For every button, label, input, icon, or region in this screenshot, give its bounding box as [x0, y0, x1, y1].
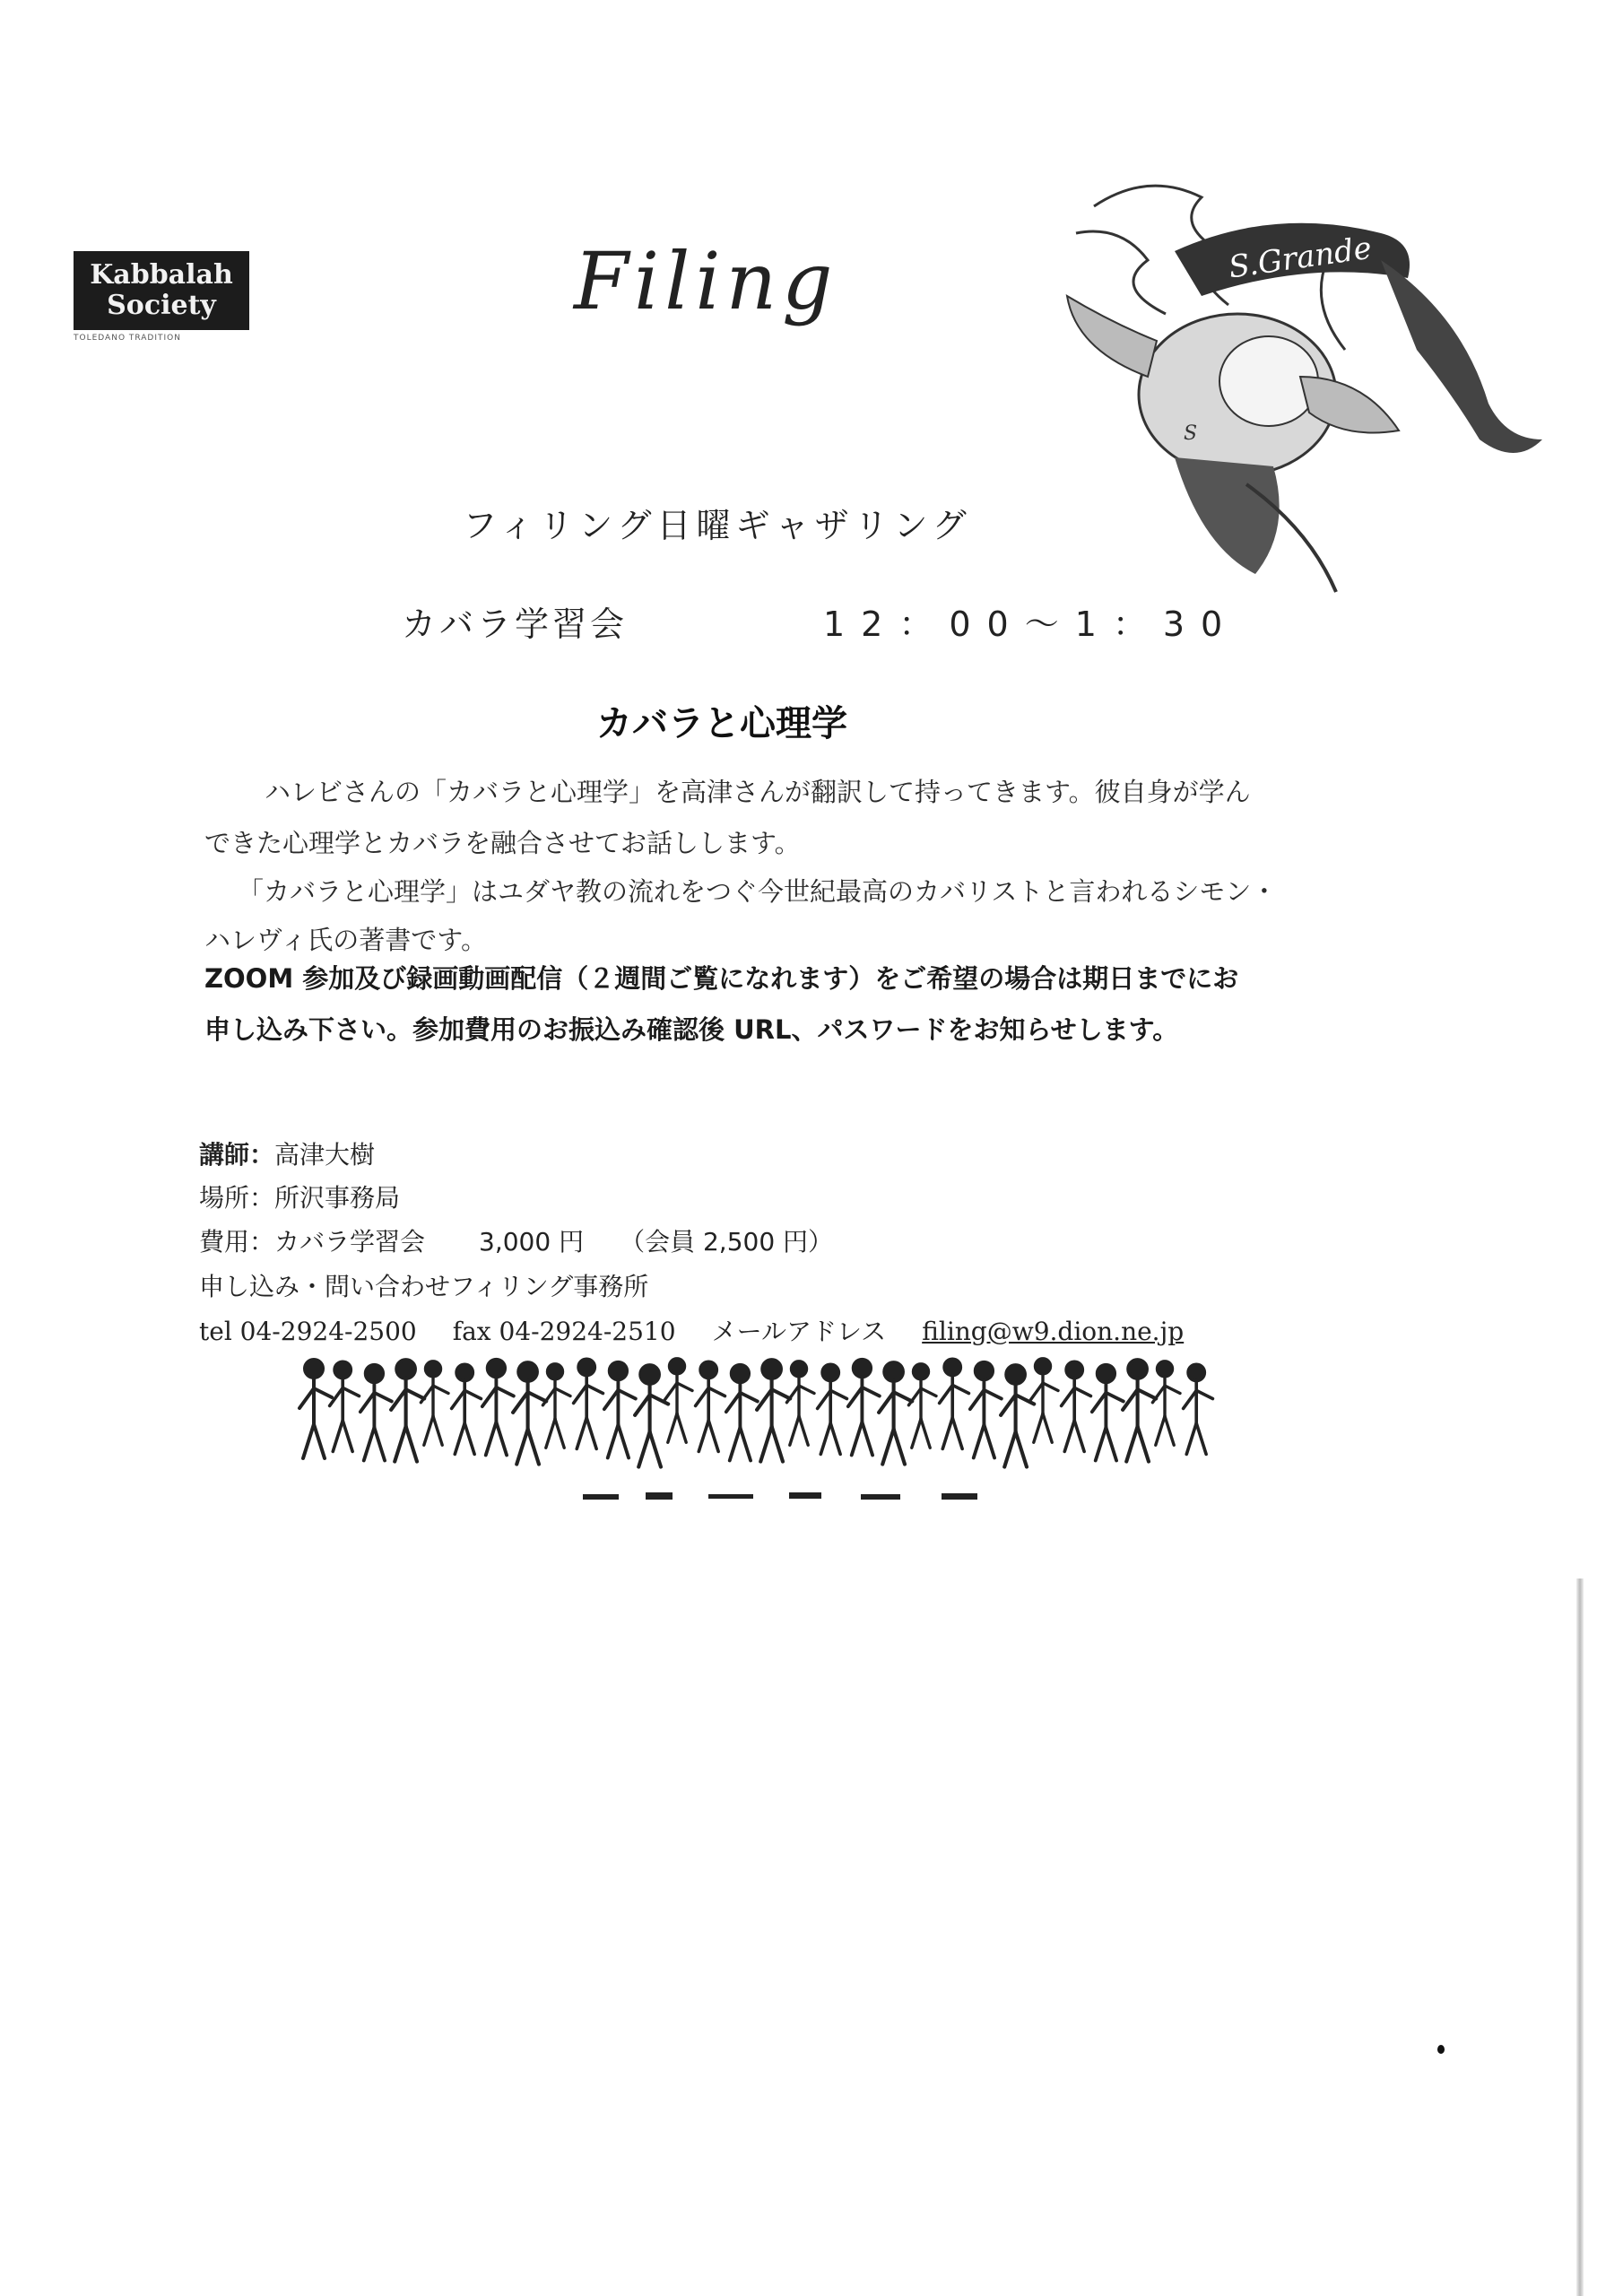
- dancer-figure: [848, 1360, 880, 1456]
- dancer-figure: [726, 1365, 758, 1461]
- lecture-title: カバラと心理学: [596, 703, 847, 744]
- dancer-figure: [970, 1362, 1002, 1458]
- dancer-figure: [421, 1361, 448, 1446]
- dancer-figure: [1001, 1365, 1034, 1466]
- lecturer-label: 講師：: [199, 1140, 275, 1170]
- dancer-figure: [542, 1364, 570, 1448]
- scan-page-edge: [1576, 1578, 1584, 2296]
- dancer-figure: [908, 1364, 936, 1448]
- dancer-figure: [1152, 1361, 1180, 1446]
- dancer-figure: [391, 1360, 424, 1461]
- paragraph-2-line-2: ハレヴィ氏の著書です。: [204, 925, 487, 955]
- logo-line-1: Kabbalah: [90, 259, 233, 291]
- logo-line-2: Society: [107, 290, 216, 321]
- lecturer-value: 高津大樹: [274, 1140, 376, 1170]
- dancer-figure: [879, 1362, 912, 1464]
- dancer-figure: [513, 1362, 546, 1464]
- lecturer-row: [199, 1135, 375, 1176]
- dancer-figure: [330, 1361, 360, 1451]
- dancer-figure: [482, 1360, 514, 1456]
- kabbalah-society-logo: [74, 251, 249, 330]
- dancer-figure: [452, 1364, 482, 1454]
- fee-label: 費用：: [199, 1227, 275, 1257]
- course-time: 12：00～1：30: [823, 604, 1239, 644]
- zoom-notice-line-1: ZOOM 参加及び録画動画配信（２週間ご覧になれます）をご希望の場合は期日までにお: [204, 963, 1239, 994]
- dancer-figure: [635, 1365, 668, 1466]
- email-link[interactable]: filing@w9.dion.ne.jp: [922, 1317, 1185, 1346]
- venue-row: [199, 1178, 400, 1219]
- fee-item: カバラ学習会: [274, 1227, 426, 1257]
- course-name: カバラ学習会: [402, 604, 629, 644]
- dancer-figure: [1092, 1365, 1124, 1461]
- dancer-figure: [757, 1360, 790, 1461]
- dancer-figure: [299, 1360, 332, 1458]
- dancer-figure: [360, 1365, 392, 1461]
- tel-number: tel 04-2924-2500: [199, 1317, 417, 1346]
- zoom-notice-line-2: 申し込み下さい。参加費用のお振込み確認後 URL、パスワードをお知らせします。: [204, 1014, 1179, 1045]
- contact-details-row: [199, 1311, 1184, 1352]
- fax-number: fax 04-2924-2510: [452, 1317, 676, 1346]
- filing-logo: Filing: [574, 235, 838, 327]
- logo-tagline: TOLEDANO TRADITION: [74, 334, 181, 343]
- gathering-title: フィリング日曜ギャザリング: [463, 506, 972, 545]
- fee-amount: 3,000 円: [479, 1227, 585, 1257]
- venue-label: 場所：: [199, 1183, 275, 1213]
- dancer-figure: [1184, 1364, 1213, 1454]
- dancer-figure: [818, 1364, 847, 1454]
- venue-value: 所沢事務局: [274, 1183, 401, 1213]
- email-label: メールアドレス: [711, 1317, 887, 1346]
- dancer-figure: [1030, 1359, 1058, 1443]
- scan-speck: [1437, 2045, 1445, 2054]
- dancer-figure: [1062, 1361, 1091, 1451]
- contact-office: 申し込み・問い合わせフィリング事務所: [199, 1272, 649, 1301]
- fee-member: （会員 2,500 円）: [620, 1227, 834, 1257]
- svg-text:S: S: [1184, 422, 1198, 445]
- dancer-figure: [940, 1359, 969, 1448]
- dancer-figure: [786, 1361, 814, 1446]
- dancer-figure: [604, 1362, 636, 1458]
- dancer-figure: [574, 1359, 603, 1448]
- emblem-banner-text: S.Grande: [1226, 230, 1375, 286]
- paragraph-1-line-2: できた心理学とカバラを融合させてお話しします。: [204, 828, 801, 858]
- paragraph-2-line-1: 「カバラと心理学」はユダヤ教の流れをつぐ今世紀最高のカバリストと言われるシモン・: [238, 876, 1278, 907]
- dancer-figure: [1123, 1360, 1156, 1461]
- dancer-figure: [664, 1359, 692, 1443]
- dancer-figure: [696, 1361, 725, 1451]
- cut-off-text-fragment: [574, 1489, 1040, 1509]
- paragraph-1-line-1: ハレビさんの「カバラと心理学」を高津さんが翻訳して持ってきます。彼自身が学ん: [265, 777, 1251, 807]
- fee-row: [199, 1222, 833, 1263]
- dancing-figures-illustration: [296, 1352, 1219, 1469]
